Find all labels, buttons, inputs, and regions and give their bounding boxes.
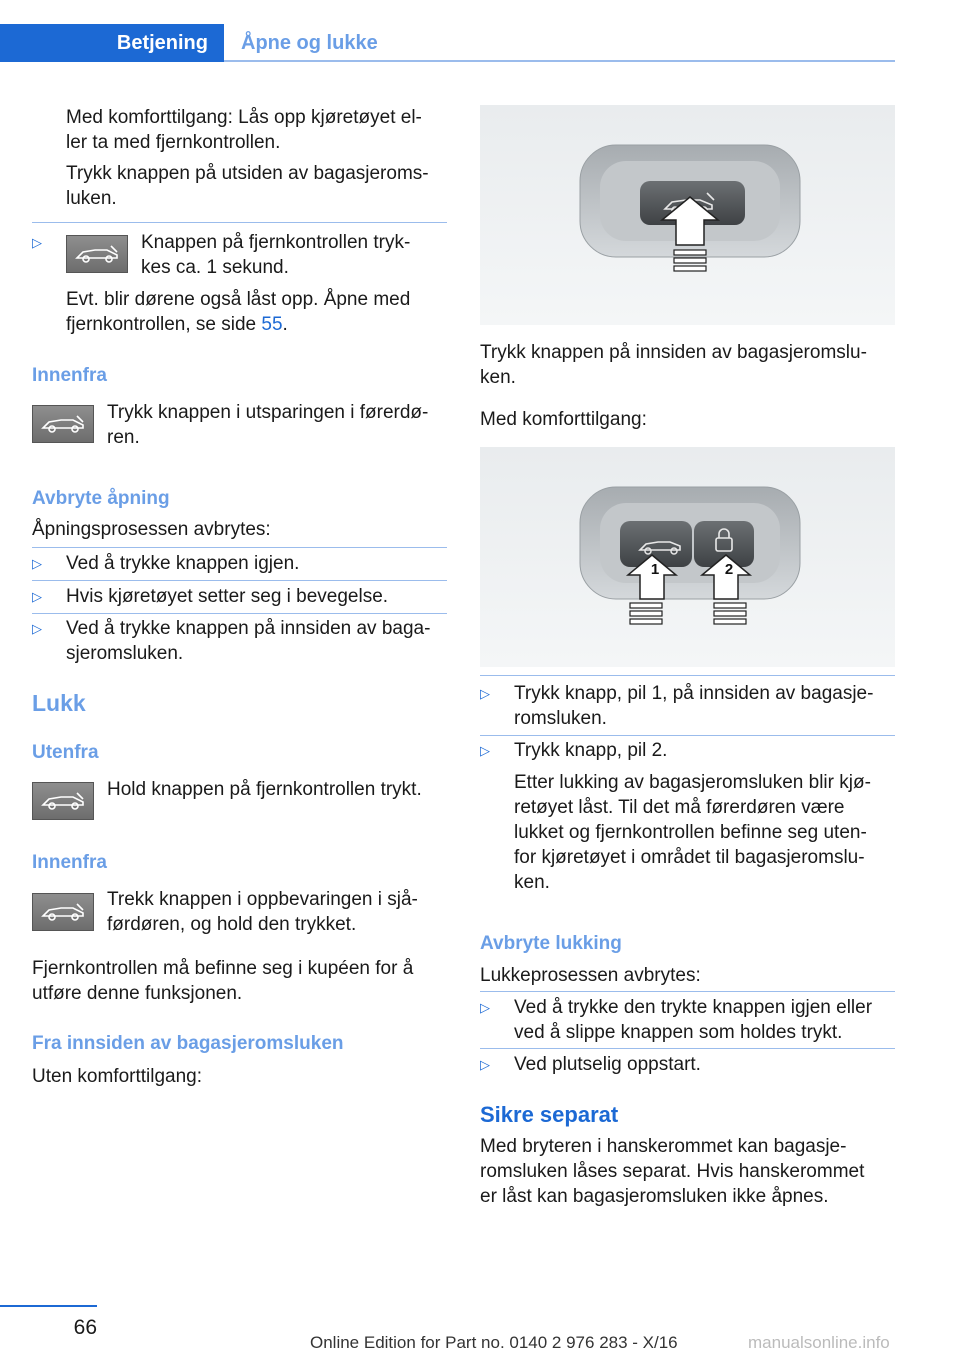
header-subsection[interactable]: Åpne og lukke xyxy=(241,32,378,54)
innenfra-heading: Innenfra xyxy=(32,365,107,386)
utenfra-heading: Utenfra xyxy=(32,742,99,763)
intro-text-1: Med komforttilgang: Lås opp kjøretøyet el- xyxy=(66,107,422,128)
list-item: Ved å trykke knappen på innsiden av baga- xyxy=(66,618,431,639)
caption-1: Trykk knappen på innsiden av bagasjeromslu- xyxy=(480,342,867,363)
avbryte-heading: Avbryte åpning xyxy=(32,488,170,509)
innenfra2-text-b: førdøren, og hold den trykket. xyxy=(107,914,357,935)
list-item: Ved å trykke den trykte knappen igjen eller xyxy=(514,997,873,1018)
avbryte-intro: Åpningsprosessen avbrytes: xyxy=(32,519,271,540)
remote-text-1: Knappen på fjernkontrollen tryk- xyxy=(141,232,411,253)
bullet-triangle-icon: ▷ xyxy=(32,621,42,636)
watermark: manualsonline.info xyxy=(748,1333,890,1352)
remote-note: Fjernkontrollen må befinne seg i kupéen for å xyxy=(32,958,414,979)
comfort-access-buttons-photo xyxy=(480,447,895,667)
intro-text-2: Trykk knappen på utsiden av bagasjeroms- xyxy=(66,163,429,184)
edition-text: Online Edition for Part no. 0140 2 976 283 - X/16 xyxy=(310,1333,678,1352)
list-item: Ved å trykke knappen igjen. xyxy=(66,553,300,574)
footer-rule xyxy=(0,1305,97,1307)
intro-text-2b: luken. xyxy=(66,188,117,209)
intro-text-1b: ler ta med fjernkontrollen. xyxy=(66,132,281,153)
divider xyxy=(480,735,895,736)
remote-text-1b: kes ca. 1 sekund. xyxy=(141,257,289,278)
bullet-triangle-icon: ▷ xyxy=(480,743,490,758)
utenfra-text: Hold knappen på fjernkontrollen trykt. xyxy=(107,779,422,800)
innenfra2-heading: Innenfra xyxy=(32,852,107,873)
sikre-heading: Sikre separat xyxy=(480,1102,619,1127)
divider xyxy=(32,547,447,548)
tailgate-icon xyxy=(32,405,94,443)
list-item: sjeromsluken. xyxy=(66,643,184,664)
sikre-text-2: romsluken låses separat. Hvis hanskerommet xyxy=(480,1161,865,1182)
arrow-label-1: 1 xyxy=(650,561,660,578)
header-rule xyxy=(224,60,895,62)
divider xyxy=(480,1048,895,1049)
lock-note-2: retøyet låst. Til det må førerdøren være xyxy=(514,797,845,818)
divider xyxy=(480,991,895,992)
fra-innsiden-heading: Fra innsiden av bagasjeromsluken xyxy=(32,1033,344,1054)
divider xyxy=(480,675,895,676)
lock-note-5: ken. xyxy=(514,872,550,893)
lock-note-3: lukket og fjernkontrollen befinne seg uten- xyxy=(514,822,867,843)
fra-innsiden-text: Uten komforttilgang: xyxy=(32,1066,203,1087)
innenfra-text-b: ren. xyxy=(107,427,140,448)
bullet-triangle-icon: ▷ xyxy=(480,686,490,701)
tailgate-icon xyxy=(66,235,128,273)
lock-note-1: Etter lukking av bagasjeromsluken blir kjø- xyxy=(514,772,871,793)
avbryte-lukking-intro: Lukkeprosessen avbrytes: xyxy=(480,965,701,986)
lukk-heading: Lukk xyxy=(32,690,86,716)
innenfra2-text: Trekk knappen i oppbevaringen i sjå- xyxy=(107,889,418,910)
bullet-triangle-icon: ▷ xyxy=(32,589,42,604)
divider xyxy=(32,222,447,223)
header-section[interactable]: Betjening xyxy=(116,32,208,54)
divider xyxy=(32,613,447,614)
sikre-text-3: er låst kan bagasjeromsluken ikke åpnes. xyxy=(480,1186,829,1207)
bullet-triangle-icon: ▷ xyxy=(480,1057,490,1072)
innenfra-text: Trykk knappen i utsparingen i førerdø- xyxy=(107,402,429,423)
list-item: Trykk knapp, pil 1, på innsiden av bagasje- xyxy=(514,683,874,704)
bullet-triangle-icon: ▷ xyxy=(32,235,42,250)
avbryte-lukking-heading: Avbryte lukking xyxy=(480,933,622,954)
page-number: 66 xyxy=(73,1316,97,1339)
lock-note-4: for kjøretøyet i området til bagasjeromslu- xyxy=(514,847,865,868)
list-item: Trykk knapp, pil 2. xyxy=(514,740,668,761)
caption-2: Med komforttilgang: xyxy=(480,409,647,430)
bullet-triangle-icon: ▷ xyxy=(32,556,42,571)
list-item: Ved plutselig oppstart. xyxy=(514,1054,701,1075)
page-link-55[interactable]: 55 xyxy=(261,314,283,335)
list-item: romsluken. xyxy=(514,708,607,729)
bullet-triangle-icon: ▷ xyxy=(480,1000,490,1015)
divider xyxy=(32,580,447,581)
list-item: Hvis kjøretøyet setter seg i bevegelse. xyxy=(66,586,389,607)
arrow-label-2: 2 xyxy=(724,561,734,578)
list-item: ved å slippe knappen som holdes trykt. xyxy=(514,1022,843,1043)
sikre-text-1: Med bryteren i hanskerommet kan bagasje- xyxy=(480,1136,847,1157)
tailgate-icon xyxy=(32,893,94,931)
remote-note-b: utføre denne funksjonen. xyxy=(32,983,243,1004)
tailgate-icon xyxy=(32,782,94,820)
caption-1b: ken. xyxy=(480,367,516,388)
doors-note-b: fjernkontrollen, se side 55. xyxy=(66,314,288,335)
doors-note: Evt. blir dørene også låst opp. Åpne med xyxy=(66,289,411,310)
tailgate-button-photo xyxy=(480,105,895,325)
